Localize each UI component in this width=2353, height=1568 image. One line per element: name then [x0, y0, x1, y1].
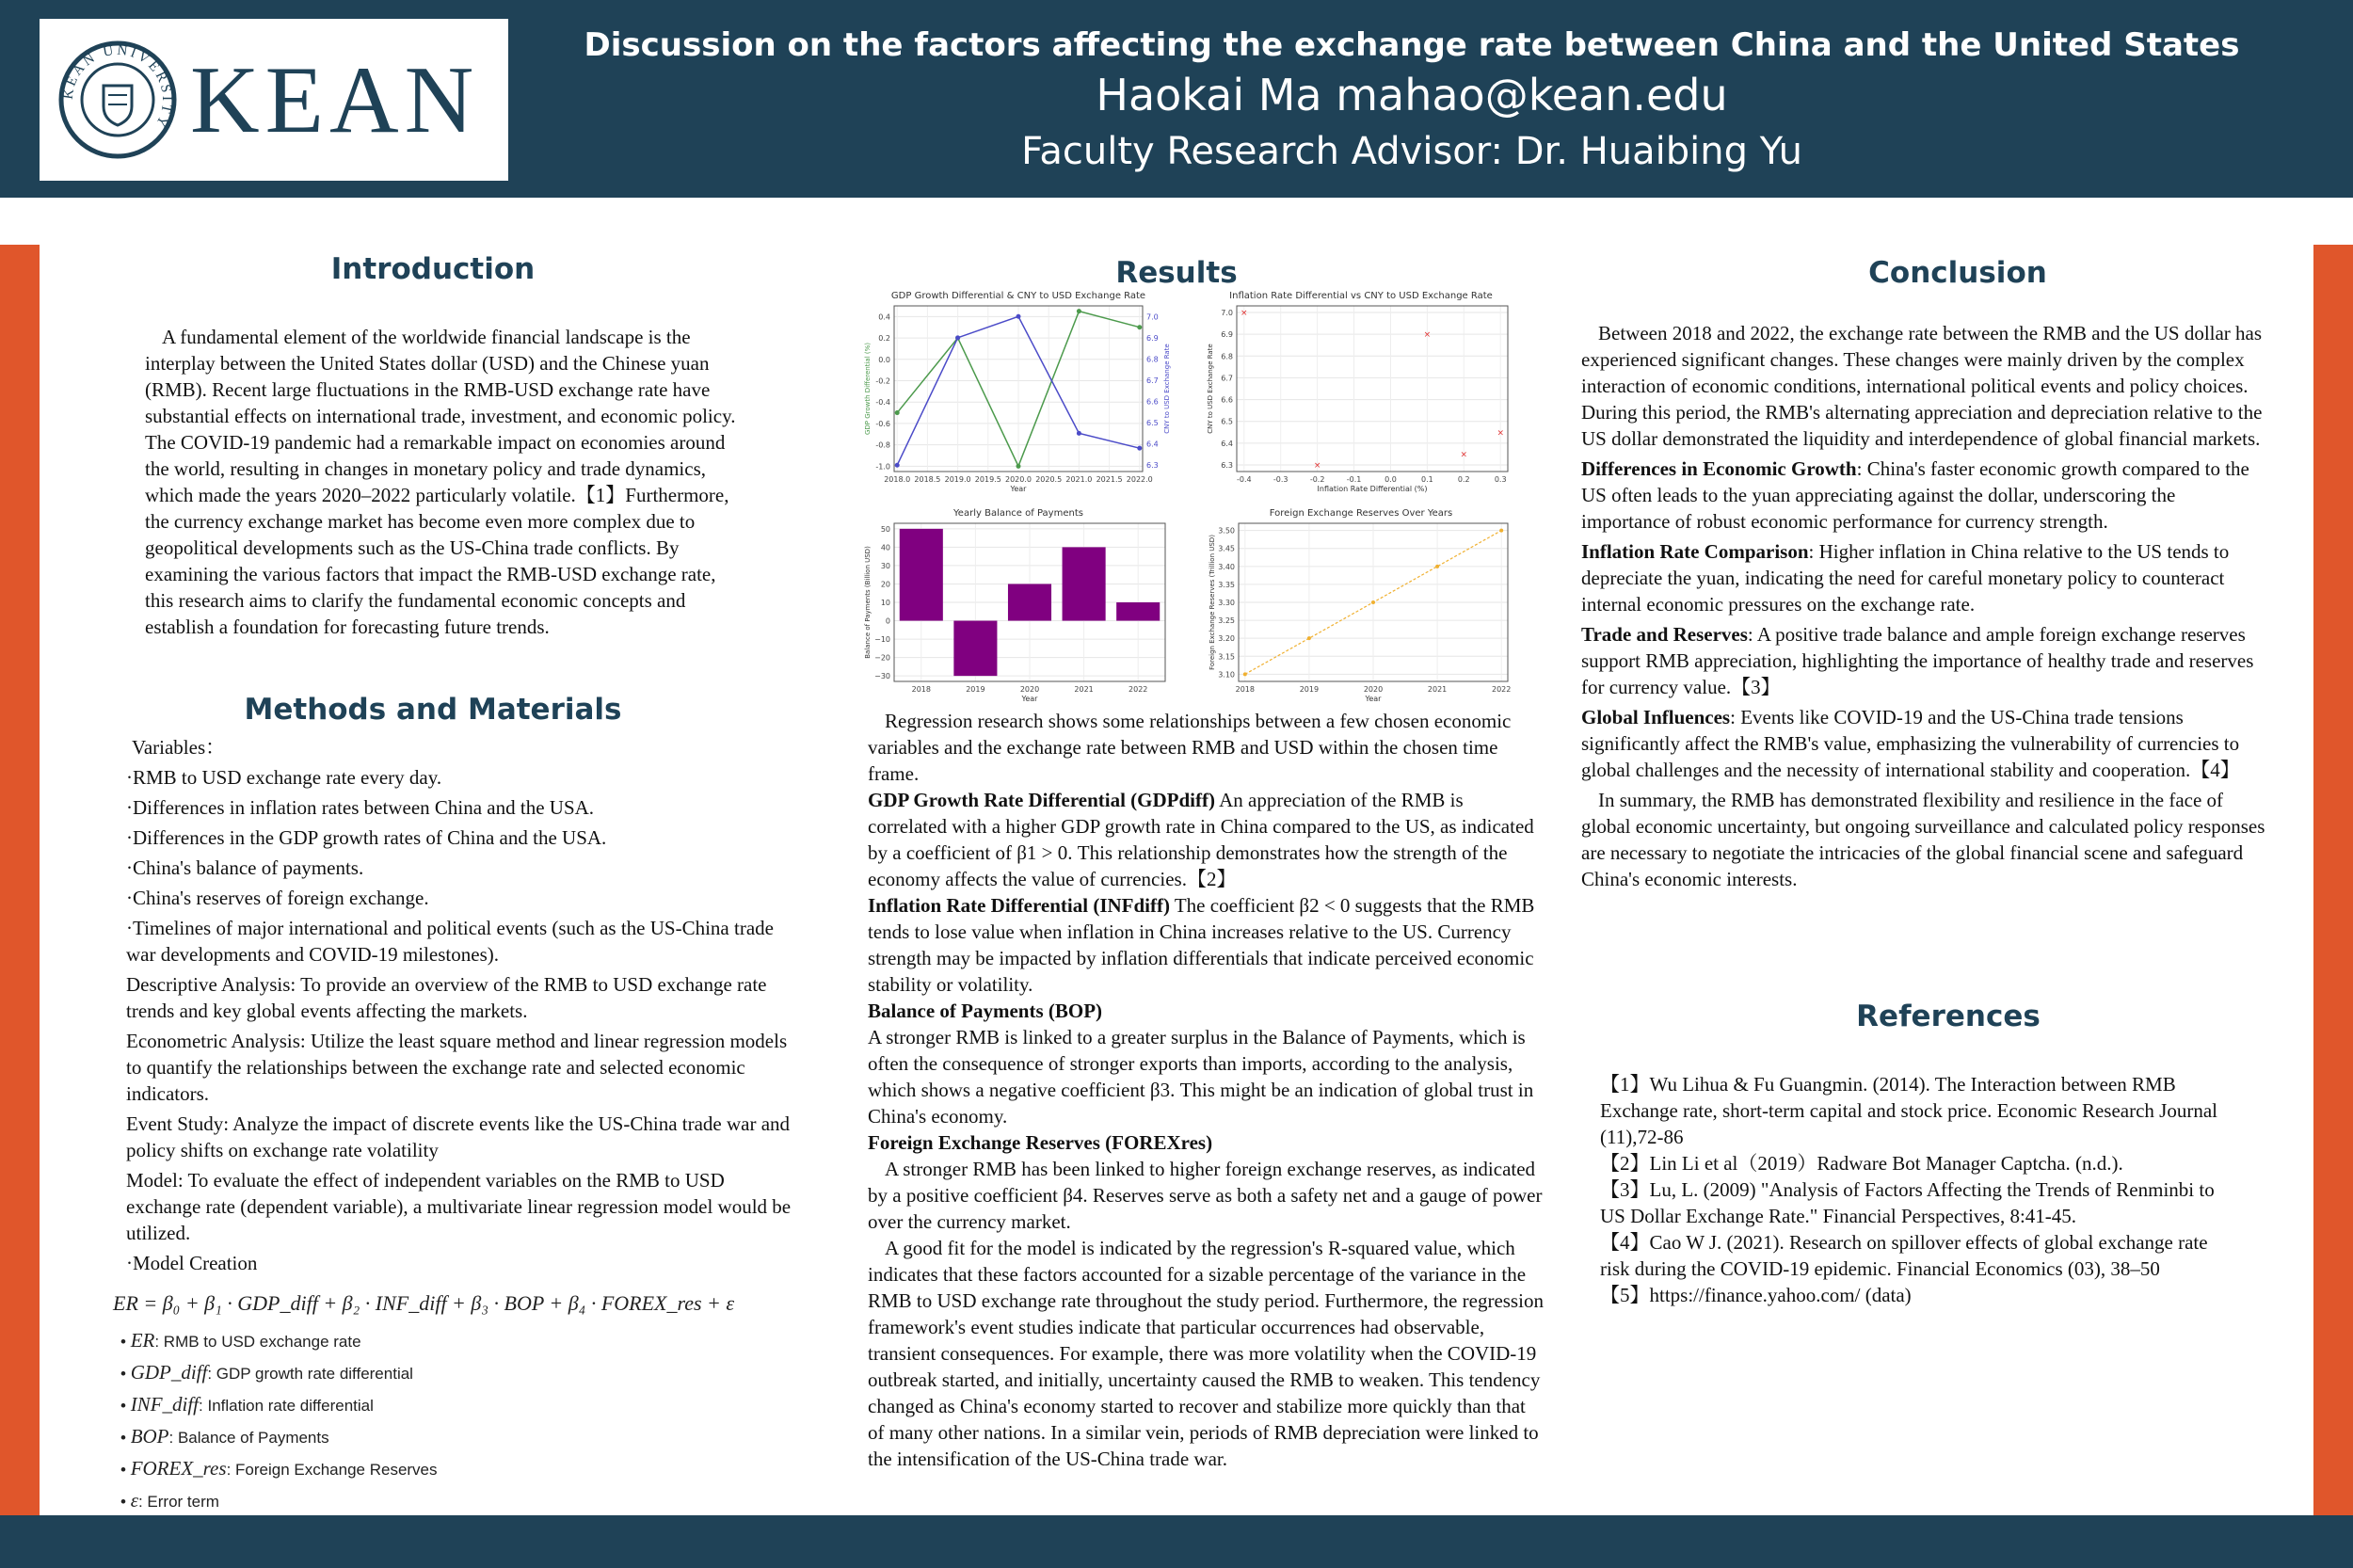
- legend-desc: : Foreign Exchange Reserves: [226, 1461, 438, 1479]
- data-point: [1243, 672, 1247, 676]
- references-list: [1600, 1071, 2240, 1308]
- legend-symbol: FOREX_res: [130, 1457, 227, 1480]
- x-tick-label: 2018: [911, 685, 931, 694]
- variable-item: ·Differences in inflation rates between China and the USA.: [126, 796, 595, 819]
- introduction-body: [145, 324, 747, 640]
- regression-equation: ER = β₀ + β₁ · GDP_diff + β₂ · INF_diff + β₃ · BOP + β₄ · FOREX_res + ε: [113, 1291, 735, 1315]
- variable-item: ·Differences in the GDP growth rates of China and the USA.: [126, 826, 607, 849]
- legend-desc: : GDP growth rate differential: [207, 1365, 413, 1383]
- x-tick-label: 2021.0: [1065, 475, 1093, 484]
- x-tick-label: 2021.5: [1096, 475, 1123, 484]
- chart-title: GDP Growth Differential & CNY to USD Exchange Rate: [890, 291, 1146, 301]
- right-accent: [2313, 245, 2353, 1515]
- y-tick-label: 0.0: [878, 355, 890, 364]
- data-point: [1307, 636, 1311, 640]
- legend-symbol: INF_diff: [130, 1393, 200, 1416]
- y-tick-label: 6.5: [1221, 417, 1233, 426]
- event-study: Event Study: Analyze the impact of discrete events like the US-China trade war and policy shifts on exchange rate volatility: [126, 1112, 791, 1161]
- gdp-text: An appreciation of the RMB is correlated with a higher GDP growth rate in China compared to the US, as indicated by a coefficient of β1 > 0. This relationship demonstrates how the strength of the economy affects the value of currencies.【2】: [868, 789, 1534, 890]
- data-point: [895, 463, 900, 468]
- bar: [1116, 602, 1160, 621]
- x-tick-label: 2019.0: [944, 475, 971, 484]
- x-tick-label: 2022.0: [1126, 475, 1153, 484]
- reference-item: 【5】https://finance.yahoo.com/ (data): [1600, 1284, 1912, 1306]
- legend-symbol: ε: [130, 1489, 138, 1512]
- y-tick-label: 3.25: [1218, 616, 1235, 626]
- descriptive-analysis: Descriptive Analysis: To provide an overview of the RMB to USD exchange rate trends and key global events affecting the markets.: [126, 973, 767, 1022]
- y2-tick-label: 6.9: [1146, 333, 1159, 343]
- x-tick-label: 2019.5: [974, 475, 1001, 484]
- bop-heading: Balance of Payments (BOP): [868, 1000, 1103, 1022]
- x-tick-label: 2018.5: [914, 475, 941, 484]
- econometric-analysis: Econometric Analysis: Utilize the least square method and linear regression models to quantify the relationships between the exchange rate and selected economic indicators.: [126, 1030, 788, 1105]
- variable-item: ·RMB to USD exchange rate every day.: [126, 766, 442, 789]
- global-text: : Events like COVID-19 and the US-China trade tensions significantly affect the RMB's value, emphasizing the vulnerability of currencies to global challenges and the necessity of international stability and cooperation.【4】: [1581, 706, 2240, 781]
- y-tick-label: 3.35: [1218, 580, 1235, 589]
- y-tick-label: 6.9: [1221, 330, 1233, 340]
- reference-item: 【4】Cao W J. (2021). Research on spillover effects of global exchange rate risk during the COVID-19 epidemic. Financial Economics (03), 38–50: [1600, 1231, 2208, 1280]
- summary-paragraph: In summary, the RMB has demonstrated flexibility and resilience in the face of global economic uncertainty, but ongoing surveillance and calculated policy responses are necessary to negotiate the intricacies of the global financial scene and safeguard China's economic interests.: [1581, 789, 2265, 890]
- chart-title: Yearly Balance of Payments: [953, 508, 1083, 519]
- legend-desc: : Inflation rate differential: [199, 1397, 374, 1415]
- methods-body: [126, 734, 796, 1276]
- legend-desc: : RMB to USD exchange rate: [154, 1333, 361, 1351]
- x-axis-label: Year: [1010, 485, 1027, 493]
- data-point: [1077, 309, 1081, 313]
- equation-legend: [120, 1325, 438, 1517]
- reference-item: 【1】Wu Lihua & Fu Guangmin. (2014). The Interaction between RMB Exchange rate, short-term capital and stock price. Economic Research Journal (11),72-86: [1600, 1073, 2217, 1148]
- y-tick-label: 3.40: [1218, 562, 1235, 571]
- y-tick-label: -0.2: [875, 376, 890, 386]
- inflation-heading: Inflation Rate Comparison: [1581, 540, 1809, 563]
- inflation-scatter-chart: [1201, 287, 1521, 494]
- conclusion-body: [1581, 320, 2266, 892]
- y-tick-label: 6.8: [1221, 352, 1233, 361]
- inf-heading: Inflation Rate Differential (INFdiff): [868, 894, 1170, 917]
- x-tick-label: 0.3: [1494, 475, 1507, 484]
- y-tick-label: 3.45: [1218, 544, 1235, 553]
- variable-item: ·China's reserves of foreign exchange.: [126, 887, 429, 909]
- y-tick-label: -0.4: [875, 398, 890, 408]
- y-tick-label: 3.30: [1218, 599, 1235, 607]
- legend-item: [120, 1453, 438, 1485]
- results-body: [868, 708, 1545, 1472]
- results-intro: Regression research shows some relationships between a few chosen economic variables and the exchange rate between RMB and USD within the chosen time frame.: [868, 710, 1512, 785]
- legend-item: [120, 1389, 438, 1421]
- legend-symbol: ER: [130, 1329, 155, 1352]
- y-tick-label: -1.0: [875, 462, 890, 472]
- bar: [900, 529, 943, 621]
- y2-tick-label: 6.8: [1146, 355, 1159, 364]
- forex-line-chart: [1201, 504, 1521, 704]
- bar: [953, 621, 997, 677]
- y-tick-label: 0.4: [878, 312, 890, 322]
- y-tick-label: 3.15: [1218, 652, 1235, 662]
- trade-heading: Trade and Reserves: [1581, 623, 1748, 646]
- data-point: [1435, 565, 1439, 568]
- scatter-point: ×: [1460, 450, 1468, 460]
- bop-bar-chart: [858, 504, 1178, 704]
- y-axis-label: Foreign Exchange Reserves (Trillion USD): [1209, 535, 1216, 670]
- trade-paragraph: [1581, 621, 2266, 700]
- gdp-exchange-chart: [858, 287, 1178, 494]
- x-tick-label: 0.2: [1457, 475, 1470, 484]
- results-title: Results: [1115, 256, 1238, 290]
- y-tick-label: −30: [874, 672, 890, 681]
- scatter-point: ×: [1423, 330, 1432, 341]
- y-tick-label: 10: [880, 599, 890, 607]
- bar: [1063, 547, 1106, 620]
- growth-heading: Differences in Economic Growth: [1581, 457, 1857, 480]
- y-axis-label: GDP Growth Differential (%): [864, 342, 872, 436]
- x-tick-label: 2019: [966, 685, 985, 694]
- x-tick-label: -0.1: [1346, 475, 1362, 484]
- data-point: [955, 335, 960, 340]
- inf-text: The coefficient β2 < 0 suggests that the RMB tends to lose value when inflation in China increases relative to the US. Currency strength may be impacted by inflation differentials that indicate perceived economic stability or volatility.: [868, 894, 1535, 996]
- reference-item: 【2】Lin Li et al（2019）Radware Bot Manager Captcha. (n.d.).: [1600, 1152, 2123, 1175]
- legend-desc: : Balance of Payments: [168, 1429, 329, 1447]
- variable-item: ·Timelines of major international and political events (such as the US-China trade war developments and COVID-19 milestones).: [126, 917, 774, 966]
- fx-text: A stronger RMB has been linked to higher foreign exchange reserves, as indicated by a positive coefficient β4. Reserves serve as both a safety net and a gauge of power over the currency market.: [868, 1158, 1543, 1233]
- y-tick-label: 7.0: [1221, 308, 1233, 317]
- x-tick-label: 0.0: [1385, 475, 1397, 484]
- variable-item: ·China's balance of payments.: [126, 856, 364, 879]
- bar: [1008, 584, 1051, 620]
- x-tick-label: 2021: [1427, 685, 1448, 694]
- x-tick-label: 2020.5: [1035, 475, 1063, 484]
- x-tick-label: 2018.0: [884, 475, 911, 484]
- model-creation-label: ·Model Creation: [126, 1252, 258, 1274]
- x-axis-label: Year: [1021, 695, 1038, 703]
- legend-symbol: GDP_diff: [130, 1361, 208, 1384]
- y-axis-label: Balance of Payments (Billion USD): [864, 546, 872, 659]
- references-title: References: [1856, 1000, 2041, 1033]
- legend-item: [120, 1357, 438, 1389]
- gdp-paragraph: [868, 787, 1545, 892]
- y-tick-label: 6.4: [1221, 439, 1233, 448]
- variables-list: [126, 764, 796, 968]
- inflation-paragraph: [1581, 538, 2266, 617]
- x-tick-label: 2020.0: [1005, 475, 1032, 484]
- x-tick-label: 2022: [1492, 685, 1512, 694]
- fit-text: A good fit for the model is indicated by the regression's R-squared value, which indicates that these factors accounted for a sizable percentage of the variance in the RMB to USD exchange rate throughout the study period. Furthermore, the regression framework's event studies indicate that particular occurrences had observable, transient consequences. For example, there was more volatility when the COVID-19 outbreak started, and initially, uncertainty caused the RMB to weaken. This tendency changed as China's economy started to recover and stabilize more quickly than that of many other nations. In a similar vein, periods of RMB depreciation were linked to the intensification of the US-China trade war.: [868, 1237, 1544, 1470]
- x-tick-label: 2019: [1299, 685, 1320, 694]
- methods-title: Methods and Materials: [244, 693, 622, 727]
- model-description: Model: To evaluate the effect of independent variables on the RMB to USD exchange rate (dependent variable), a multivariate linear regression model would be utilized.: [126, 1169, 792, 1244]
- y-tick-label: 6.3: [1221, 461, 1233, 471]
- chart-title: Foreign Exchange Reserves Over Years: [1269, 508, 1453, 519]
- x-tick-label: 0.1: [1421, 475, 1433, 484]
- y-tick-label: 40: [880, 543, 890, 552]
- data-point: [1499, 529, 1503, 533]
- footer-band: [0, 1515, 2353, 1568]
- scatter-point: ×: [1497, 428, 1504, 439]
- kean-logo: [40, 19, 508, 181]
- y-tick-label: 6.7: [1221, 374, 1233, 383]
- trade-text: : A positive trade balance and ample foreign exchange reserves support RMB appreciation, highlighting the importance of healthy trade and reserves for currency value.【3】: [1581, 623, 2254, 698]
- x-tick-label: 2022: [1128, 685, 1148, 694]
- plot-frame: [1237, 306, 1508, 472]
- global-heading: Global Influences: [1581, 706, 1731, 728]
- x-tick-label: -0.2: [1309, 475, 1325, 484]
- left-accent: [0, 245, 40, 1515]
- x-tick-label: 2020: [1363, 685, 1384, 694]
- y-tick-label: −20: [874, 653, 890, 663]
- reference-item: 【3】Lu, L. (2009) "Analysis of Factors Affecting the Trends of Renminbi to US Dollar Exchange Rate." Financial Perspectives, 8:41-45.: [1600, 1178, 2215, 1227]
- x-axis-label: Year: [1365, 695, 1382, 703]
- x-tick-label: 2021: [1074, 685, 1094, 694]
- gdp-heading: GDP Growth Rate Differential (GDPdiff): [868, 789, 1215, 811]
- data-point: [1077, 431, 1081, 436]
- scatter-point: ×: [1241, 308, 1248, 318]
- y-tick-label: 3.10: [1218, 670, 1235, 680]
- legend-item: [120, 1325, 438, 1357]
- y2-tick-label: 6.5: [1146, 419, 1159, 428]
- poster-title: Discussion on the factors affecting the exchange rate between China and the United States: [584, 26, 2240, 64]
- fx-heading: Foreign Exchange Reserves (FOREXres): [868, 1131, 1213, 1154]
- data-point: [1137, 446, 1142, 451]
- y-tick-label: -0.8: [875, 440, 890, 450]
- data-point: [1137, 325, 1142, 329]
- y-tick-label: 3.50: [1218, 526, 1235, 536]
- logo-wordmark: KEAN: [190, 46, 480, 153]
- seal-text: KEAN UNIVERSITY: [60, 42, 175, 132]
- legend-symbol: BOP: [130, 1425, 169, 1448]
- x-tick-label: -0.3: [1273, 475, 1289, 484]
- global-paragraph: [1581, 704, 2266, 783]
- introduction-title: Introduction: [330, 252, 536, 286]
- y-tick-label: 20: [880, 580, 890, 589]
- legend-item: [120, 1485, 438, 1517]
- data-point: [1016, 464, 1021, 469]
- y-tick-label: −10: [874, 635, 890, 645]
- y-tick-label: 0: [885, 616, 890, 626]
- y2-axis-label: CNY to USD Exchange Rate: [1163, 344, 1171, 434]
- y2-tick-label: 6.7: [1146, 376, 1159, 385]
- y2-tick-label: 6.4: [1146, 440, 1159, 449]
- introduction-text: A fundamental element of the worldwide financial landscape is the interplay between the United States dollar (USD) and the Chinese yuan (RMB). Recent large fluctuations in the RMB-USD exchange rate have substantial effects on international trade, investment, and economic policy. The COVID-19 pandemic had a remarkable impact on economies around the world, resulting in changes in monetary policy and trade dynamics, which made the years 2020–2022 particularly volatile.【1】Furthermore, the currency exchange market has become even more complex due to geopolitical developments such as the US-China trade conflicts. By examining the various factors that impact the RMB-USD exchange rate, this research aims to clarify the fundamental economic concepts and establish a foundation for forecasting future trends.: [145, 326, 736, 638]
- bop-text: A stronger RMB is linked to a greater surplus in the Balance of Payments, which is often the consequence of stronger exports than imports, according to the analysis, which shows a negative coefficient β3. This might be an indication of global trust in China's economy.: [868, 1026, 1534, 1128]
- y2-tick-label: 7.0: [1146, 312, 1159, 322]
- y2-tick-label: 6.3: [1146, 461, 1159, 471]
- growth-paragraph: [1581, 456, 2266, 535]
- inf-paragraph: [868, 892, 1545, 998]
- y-tick-label: 0.2: [878, 334, 890, 344]
- x-tick-label: 2018: [1235, 685, 1255, 694]
- data-point: [1371, 600, 1375, 604]
- y-tick-label: 50: [880, 524, 890, 534]
- y-tick-label: -0.6: [875, 419, 890, 428]
- conclusion-intro: Between 2018 and 2022, the exchange rate between the RMB and the US dollar has experienced significant changes. These changes were mainly driven by the complex interaction of economic conditions, international political events and policy choices. During this period, the RMB's alternating appreciation and depreciation relative to the US dollar demonstrated the liquidity and interdependence of global financial markets.: [1581, 322, 2263, 450]
- y-tick-label: 3.20: [1218, 634, 1235, 644]
- data-point: [1016, 314, 1021, 319]
- y-tick-label: 30: [880, 561, 890, 570]
- legend-item: [120, 1421, 438, 1453]
- x-tick-label: -0.4: [1236, 475, 1252, 484]
- conclusion-title: Conclusion: [1868, 256, 2047, 290]
- scatter-point: ×: [1313, 461, 1321, 472]
- x-tick-label: 2020: [1019, 685, 1040, 694]
- x-axis-label: Inflation Rate Differential (%): [1317, 485, 1428, 493]
- chart-title: Inflation Rate Differential vs CNY to USD Exchange Rate: [1229, 291, 1493, 301]
- y-tick-label: 6.6: [1221, 395, 1233, 405]
- variables-label: Variables：: [132, 736, 226, 759]
- y2-tick-label: 6.6: [1146, 397, 1159, 407]
- advisor-line: Faculty Research Advisor: Dr. Huaibing Yu: [1021, 130, 1802, 173]
- inflation-text: : Higher inflation in China relative to the US tends to depreciate the yuan, indicating the need for careful monetary policy to counteract internal economic pressures on the exchange rate.: [1581, 540, 2230, 616]
- growth-text: : China's faster economic growth compared to the US often leads to the yuan appreciating against the dollar, underscoring the importance of robust economic performance for currency strength.: [1581, 457, 2249, 533]
- author-line: Haokai Ma mahao@kean.edu: [1096, 70, 1728, 120]
- legend-desc: : Error term: [137, 1493, 219, 1511]
- university-seal-icon: [56, 39, 179, 161]
- y-axis-label: CNY to USD Exchange Rate: [1207, 344, 1214, 434]
- data-point: [895, 410, 900, 415]
